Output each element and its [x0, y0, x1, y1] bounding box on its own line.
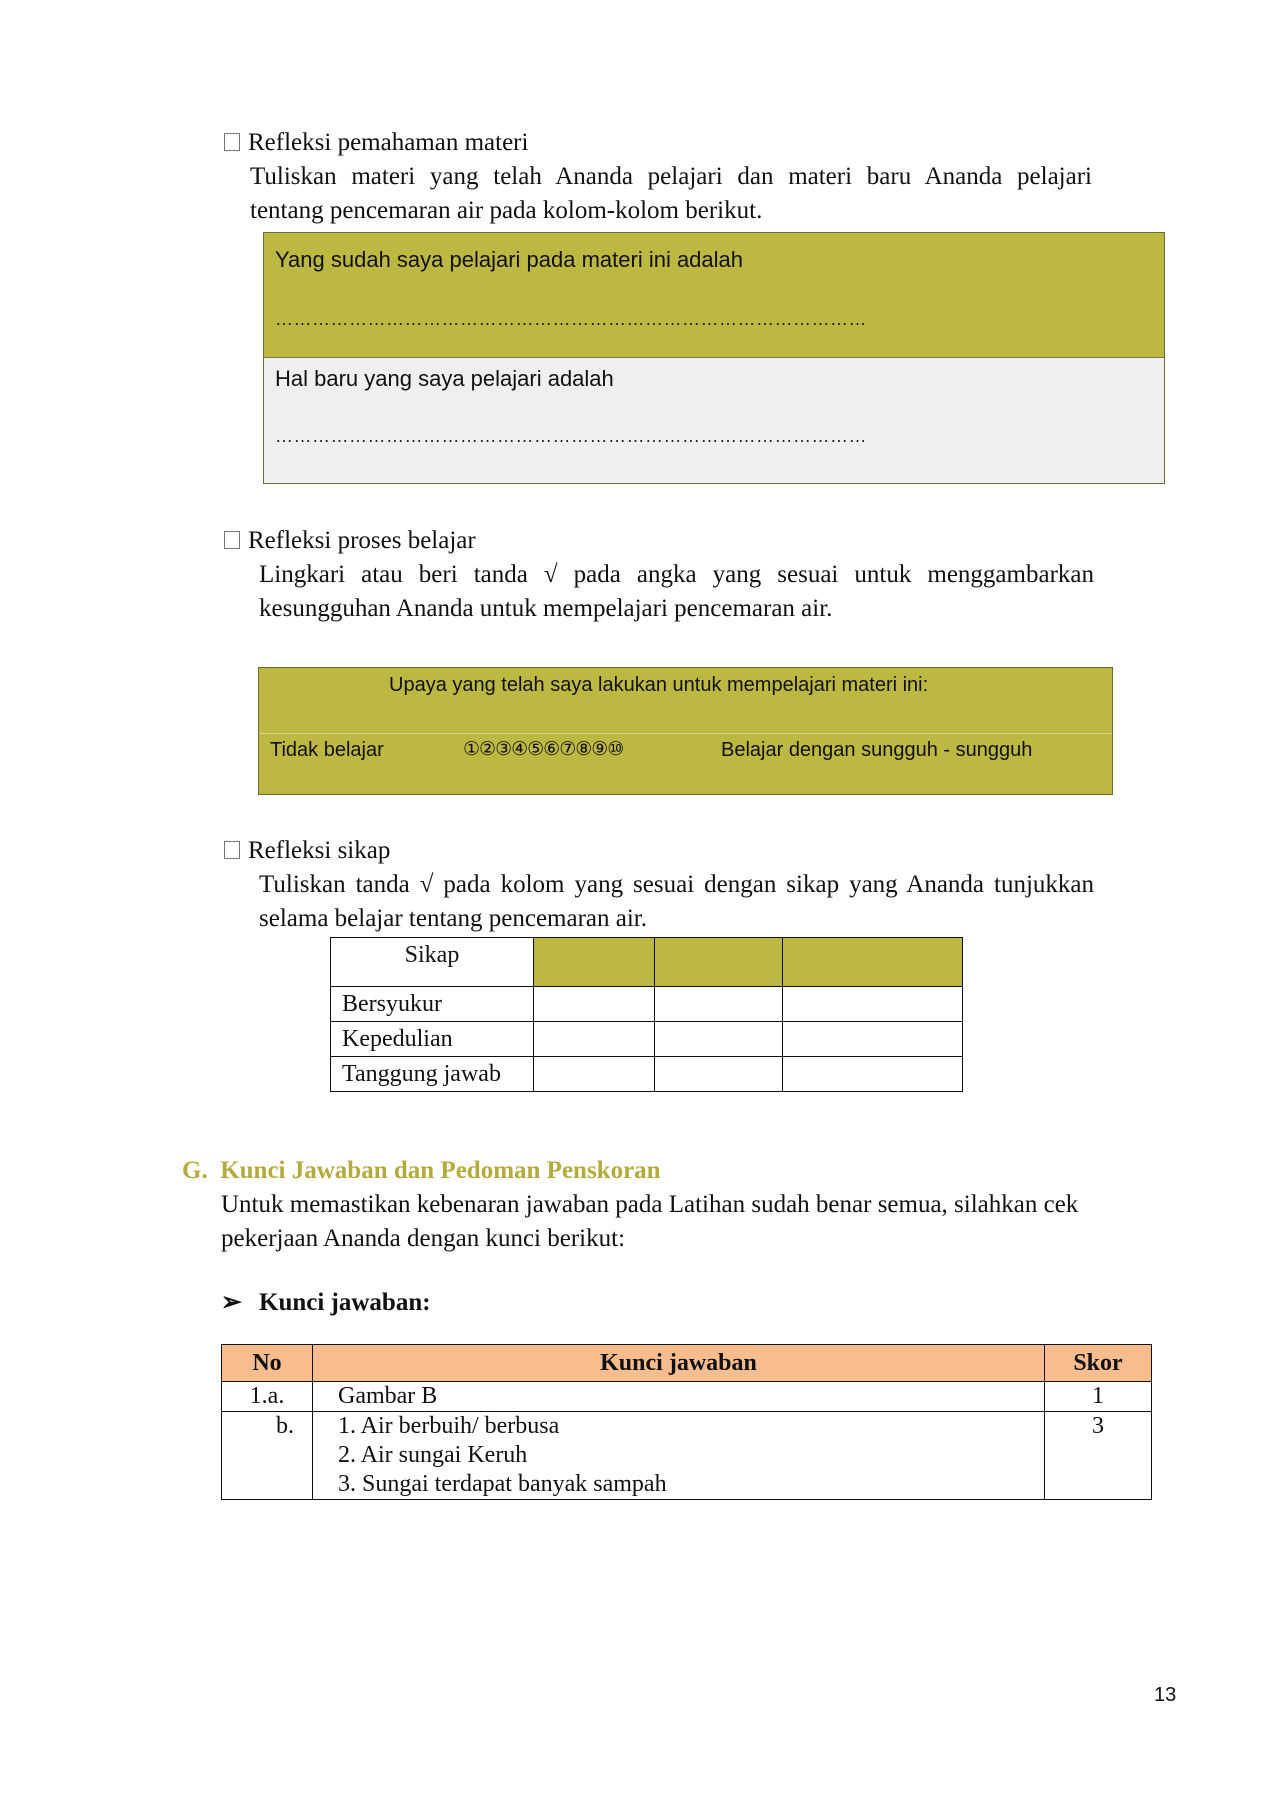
- effort-heading: Upaya yang telah saya lakukan untuk mempelajari materi ini:: [389, 674, 929, 696]
- attitude-table: [330, 937, 963, 1092]
- header-score: Skor: [1045, 1345, 1152, 1382]
- section-g-text-1: Untuk memastikan kebenaran jawaban pada Latihan sudah benar semua, silahkan cek: [221, 1191, 1079, 1218]
- attitude-label: Tanggung jawab: [331, 1057, 534, 1092]
- row-answer: Gambar B: [313, 1382, 1045, 1412]
- rating-cell[interactable]: [655, 1057, 783, 1092]
- section-g-letter: G.: [182, 1157, 208, 1184]
- reflection-process-instruction-2: kesungguhan Ananda untuk mempelajari pencemaran air.: [259, 595, 833, 622]
- row-answer: [313, 1412, 1045, 1500]
- new-learning-label: Hal baru yang saya pelajari adalah: [275, 366, 614, 391]
- row-score: 1: [1045, 1382, 1152, 1412]
- header-answer: Kunci jawaban: [313, 1345, 1045, 1382]
- learned-label: Yang sudah saya pelajari pada materi ini adalah: [275, 247, 744, 272]
- table-row: [331, 987, 963, 1022]
- rating-col-1: [534, 938, 655, 987]
- table-row: [331, 1057, 963, 1092]
- attitude-label: Bersyukur: [331, 987, 534, 1022]
- rating-col-3: [783, 938, 963, 987]
- rating-cell[interactable]: [655, 987, 783, 1022]
- new-learning-dots: ……………………………………………………………………………………: [275, 426, 867, 446]
- reflection-material-instruction-1: Tuliskan materi yang telah Ananda pelajari dan materi baru Ananda pelajari: [250, 163, 1092, 190]
- arrow-bullet-icon: ➢: [221, 1289, 242, 1316]
- reflection-process-instruction-1: Lingkari atau beri tanda √ pada angka yang sesuai untuk menggambarkan: [259, 561, 1094, 588]
- table-row: [331, 1022, 963, 1057]
- answer-line: 3. Sungai terdapat banyak sampah: [338, 1471, 667, 1497]
- rating-col-2: [655, 938, 783, 987]
- answer-line: 2. Air sungai Keruh: [338, 1442, 528, 1468]
- reflection-material-title: Refleksi pemahaman materi: [224, 126, 528, 160]
- header-no: No: [222, 1345, 313, 1382]
- section-g-heading: [182, 1154, 661, 1188]
- table-row: [222, 1412, 1152, 1500]
- answer-key-subheading: ➢ Kunci jawaban:: [221, 1286, 431, 1320]
- rating-cell[interactable]: [655, 1022, 783, 1057]
- rating-cell[interactable]: [783, 1022, 963, 1057]
- learned-dots: ……………………………………………………………………………………: [275, 309, 867, 329]
- checkbox-bullet-icon: [224, 841, 240, 859]
- answer-line: 1. Air berbuih/ berbusa: [338, 1413, 560, 1439]
- scale-right-label: Belajar dengan sungguh - sungguh: [721, 739, 1033, 761]
- reflection-material-instruction-2: tentang pencemaran air pada kolom-kolom berikut.: [250, 197, 763, 224]
- table-row: [222, 1382, 1152, 1412]
- row-score: 3: [1045, 1412, 1152, 1500]
- scale-left-label: Tidak belajar: [270, 739, 384, 761]
- effort-scale-box: [258, 667, 1113, 795]
- new-learning-field[interactable]: [264, 358, 1164, 483]
- reflection-attitude-instruction-2: selama belajar tentang pencemaran air.: [259, 905, 647, 932]
- section-g-title: Kunci Jawaban dan Pedoman Penskoran: [220, 1157, 661, 1184]
- scale-numbers[interactable]: ①②③④⑤⑥⑦⑧⑨⑩: [463, 739, 624, 760]
- checkbox-bullet-icon: [224, 133, 240, 151]
- section-g-text-2: pekerjaan Ananda dengan kunci berikut:: [221, 1225, 626, 1252]
- checkbox-bullet-icon: [224, 531, 240, 549]
- rating-cell[interactable]: [534, 987, 655, 1022]
- page-number: 13: [1154, 1684, 1177, 1706]
- rating-cell[interactable]: [534, 1022, 655, 1057]
- reflection-attitude-title: Refleksi sikap: [224, 834, 390, 868]
- reflection-material-box: [263, 232, 1165, 484]
- learned-field[interactable]: [264, 233, 1164, 358]
- effort-divider: [259, 733, 1112, 734]
- row-no: 1.a.: [222, 1382, 313, 1412]
- rating-cell[interactable]: [783, 1057, 963, 1092]
- reflection-process-title: Refleksi proses belajar: [224, 524, 476, 558]
- rating-cell[interactable]: [534, 1057, 655, 1092]
- row-no: b.: [222, 1412, 313, 1500]
- rating-cell[interactable]: [783, 987, 963, 1022]
- attitude-label: Kepedulian: [331, 1022, 534, 1057]
- reflection-attitude-instruction-1: Tuliskan tanda √ pada kolom yang sesuai dengan sikap yang Ananda tunjukkan: [259, 871, 1094, 898]
- attitude-header: Sikap: [331, 938, 534, 987]
- answer-key-table: [221, 1344, 1152, 1500]
